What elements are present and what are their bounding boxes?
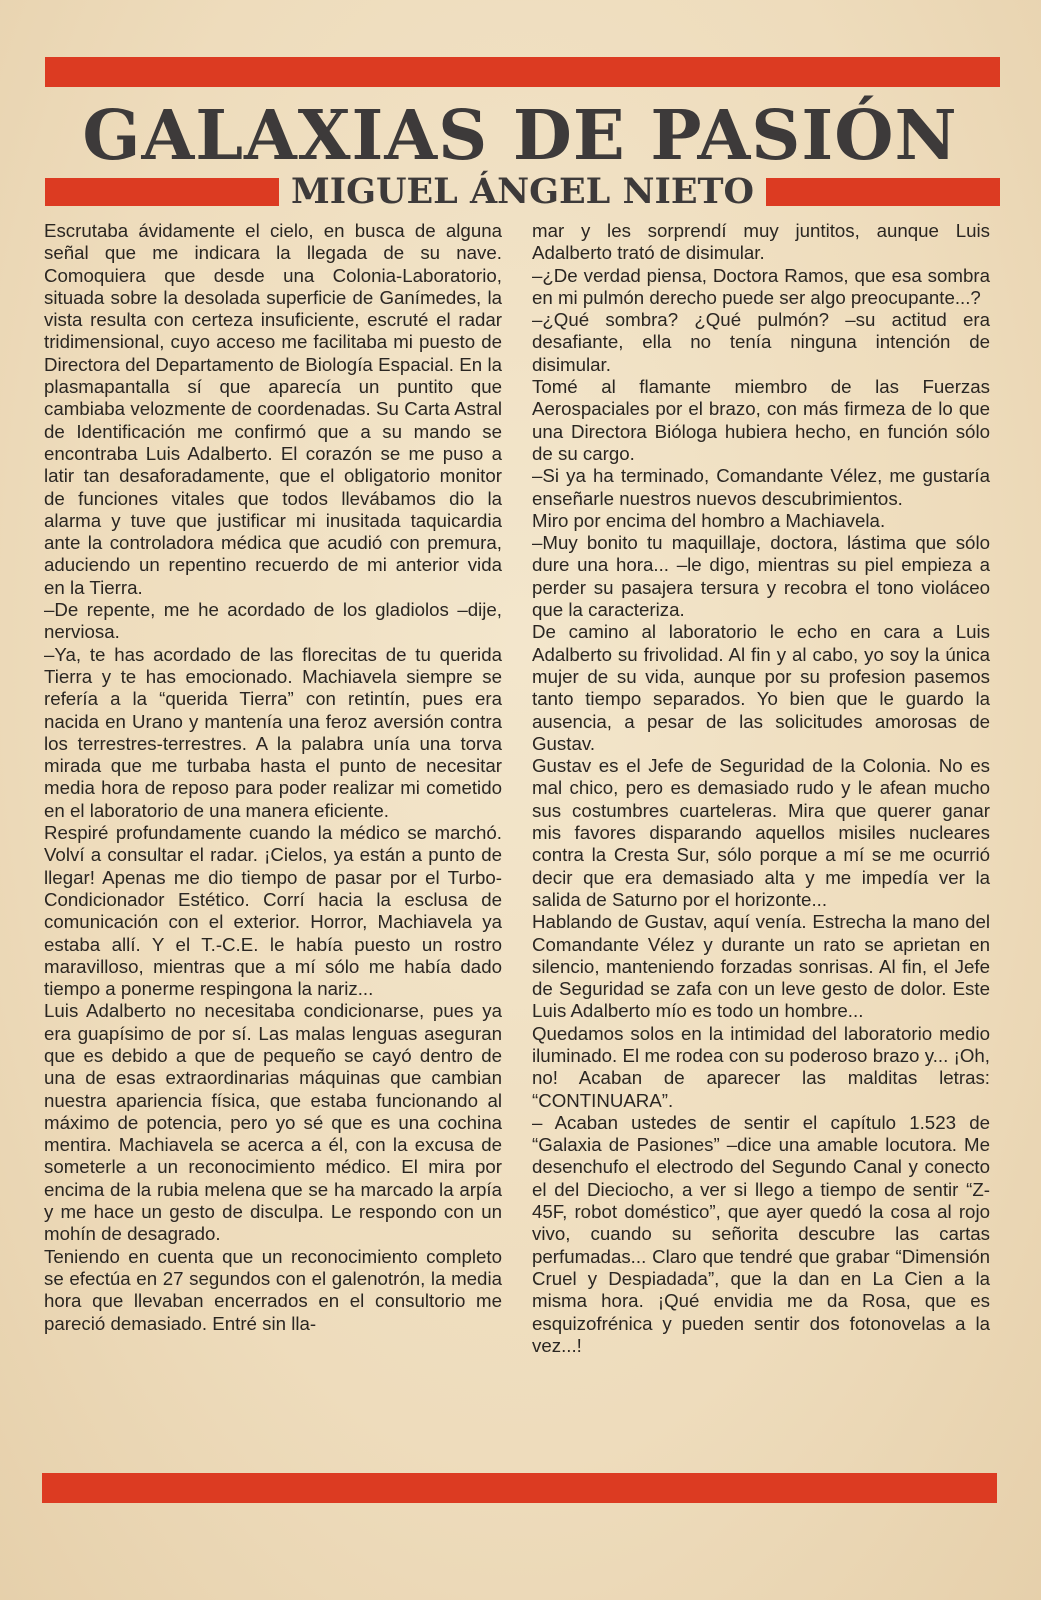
paragraph: Tomé al flamante miembro de las Fuerzas Aerospaciales por el brazo, con más firmeza de lo que una Directora Bióloga hubiera hecho, en función sólo de su cargo. [532, 376, 990, 464]
top-red-bar [45, 57, 1000, 87]
byline-row [45, 172, 1000, 212]
paragraph: –Ya, te has acordado de las florecitas de tu querida Tierra y te has emocionado. Machiavela siempre se refería a la “querida Tierra” con retintín, pues era nacida en Urano y mantenía una feroz aversión contra los terrestres-terrestres. A la palabra unía una torva mirada que me turbaba hasta el punto de necesitar media hora de reposo para poder realizar mi cometido en el laboratorio de una manera eficiente. [44, 643, 502, 821]
text-column-right [532, 220, 990, 1357]
paragraph: –Si ya ha terminado, Comandante Vélez, me gustaría enseñarle nuestros nuevos descubrimientos. [532, 465, 990, 509]
paragraph: –¿De verdad piensa, Doctora Ramos, que esa sombra en mi pulmón derecho puede ser algo preocupante...? [532, 264, 990, 308]
paragraph: – Acaban ustedes de sentir el capítulo 1.523 de “Galaxia de Pasiones” –dice una amable locutora. Me desenchufo el electrodo del Segundo Canal y conecto el del Dieciocho, a ver si llego a tiempo de sentir “Z-45F, robot doméstico”, que ayer quedó la cosa al rojo vivo, cuando su señorita descubre las cartas perfumadas... Claro que tendré que grabar “Dimensión Cruel y Despiadada”, que la dan en La Cien a la misma hora. ¡Qué envidia me da Rosa, que es esquizofrénica y pueden sentir dos fotonovelas a la vez...! [532, 1111, 990, 1356]
paragraph: Gustav es el Jefe de Seguridad de la Colonia. No es mal chico, pero es demasiado rudo y le afean mucho sus costumbres cuarteleras. Mira que querer ganar mis favores disparando aquellos misiles nucleares contra la Cresta Sur, sólo porque a mí se me ocurrió decir que era demasiado alta y me impedía ver la salida de Saturno por el horizonte... [532, 755, 990, 910]
paragraph: –Muy bonito tu maquillaje, doctora, lástima que sólo dure una hora... –le digo, mientras su piel empieza a perder su pasajera tersura y recobra el tono violáceo que la caracteriza. [532, 532, 990, 621]
text-column-left [44, 220, 502, 1335]
paragraph: Hablando de Gustav, aquí venía. Estrecha la mano del Comandante Vélez y durante un rato se aprietan en silencio, manteniendo forzadas sonrisas. Al fin, el Jefe de Seguridad se zafa con un leve gesto de dolor. Este Luis Adalberto mío es todo un hombre... [532, 911, 990, 1022]
byline-left-bar [45, 178, 279, 206]
paragraph: Respiré profundamente cuando la médico se marchó. Volví a consultar el radar. ¡Cielos, ya están a punto de llegar! Apenas me dio tiempo de pasar por el Turbo-Condicionador Estético. Corrí hacia la esclusa de comunicación con el exterior. Horror, Machiavela ya estaba allí. Y el T.-C.E. le había puesto un rostro maravilloso, mientras que a mí sólo me había dado tiempo a ponerme respingona la nariz... [44, 822, 502, 1000]
bottom-red-bar [42, 1473, 997, 1503]
paragraph: –De repente, me he acordado de los gladiolos –dije, nerviosa. [44, 599, 502, 643]
paragraph: Luis Adalberto no necesitaba condicionarse, pues ya era guapísimo de por sí. Las malas lenguas aseguran que es debido a que de pequeño se cayó dentro de una de esas extraordinarias máquinas que cambian nuestra apariencia física, que estaba funcionando al máximo de potencia, pero yo sé que es una cochina mentira. Machiavela se acerca a él, con la excusa de someterle a un reconocimiento médico. El mira por encima de la rubia melena que se ha marcado la arpía y me hace un gesto de disculpa. Le respondo con un mohín de desagrado. [44, 1000, 502, 1245]
paragraph: –¿Qué sombra? ¿Qué pulmón? –su actitud era desafiante, ella no tenía ninguna intención de disimular. [532, 309, 990, 375]
paragraph: De camino al laboratorio le echo en cara a Luis Adalberto su frivolidad. Al fin y al cabo, yo soy la única mujer de su vida, aunque por su profesion pasemos tanto tiempo separados. Yo bien que le guardo la ausencia, a pesar de las solicitudes amorosas de Gustav. [532, 621, 990, 754]
paragraph: Miro por encima del hombro a Machiavela. [532, 509, 886, 531]
article-title: GALAXIAS DE PASIÓN [82, 96, 958, 176]
paragraph: Escrutaba ávidamente el cielo, en busca de alguna señal que me indicara la llegada de su nave. Comoquiera que desde una Colonia-Laboratorio, situada sobre la desolada superficie de Ganímedes, la vista resulta con certeza insuficiente, escruté el radar tridimensional, cuyo acceso me facilitaba mi puesto de Directora del Departamento de Biología Espacial. En la plasmapantalla sí que aparecía un puntito que cambiaba velozmente de coordenadas. Su Carta Astral de Identificación me confirmó que a su mando se encontraba Luis Adalberto. El corazón se me puso a latir tan desaforadamente, que el obligatorio monitor de funciones vitales que todos llevábamos dio la alarma y tuve que justificar mi inusitada taquicardia ante la controladora médica que acudió con premura, aduciendo un repentino recuerdo de mi anterior vida en la Tierra. [44, 220, 502, 598]
paragraph: mar y les sorprendí muy juntitos, aunque Luis Adalberto trató de disimular. [532, 220, 990, 264]
paragraph: Teniendo en cuenta que un reconocimiento completo se efectúa en 27 segundos con el galenotrón, la media hora que llevaban encerrados en el consultorio me pareció demasiado. Entré sin lla- [44, 1245, 502, 1334]
paragraph: Quedamos solos en la intimidad del laboratorio medio iluminado. El me rodea con su poderoso brazo y... ¡Oh, no! Acaban de aparecer las malditas letras: “CONTINUARA”. [532, 1022, 990, 1111]
byline-right-bar [766, 178, 1000, 206]
author-byline: MIGUEL ÁNGEL NIETO [290, 171, 755, 212]
